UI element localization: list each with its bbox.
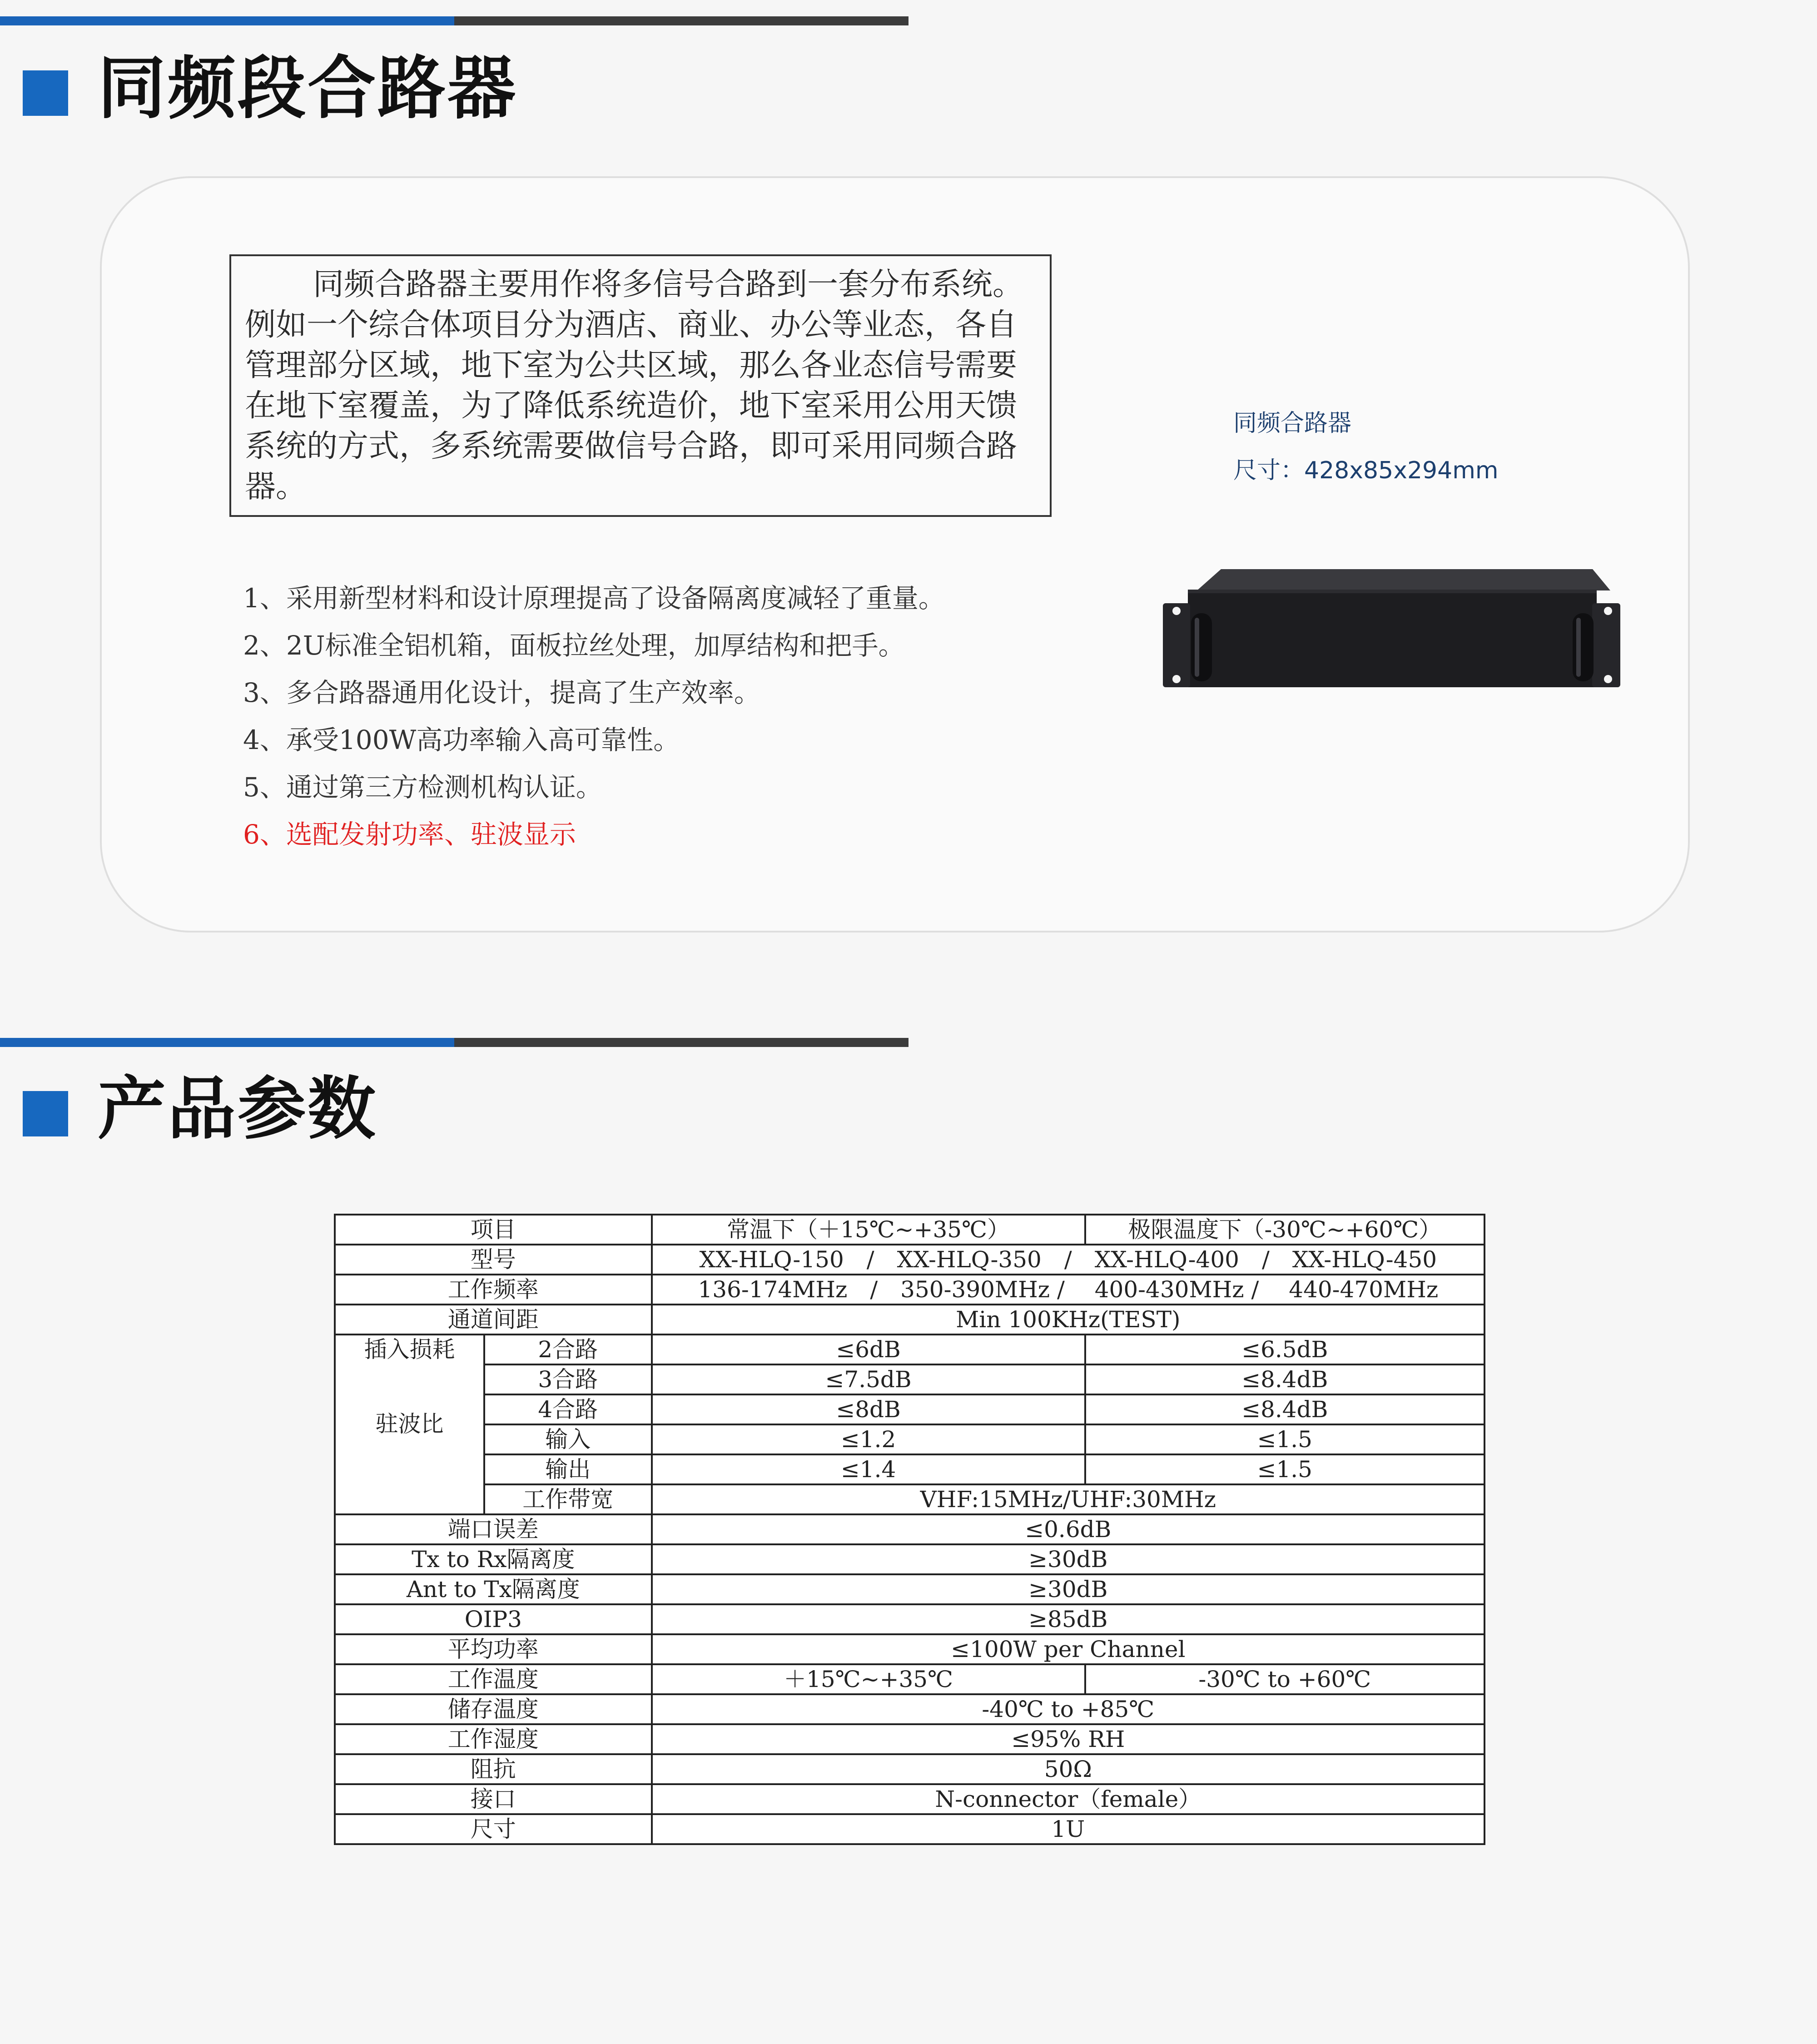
table-cell: ≤1.5 bbox=[1085, 1454, 1484, 1484]
table-cell: 3合路 bbox=[484, 1364, 652, 1394]
table-row bbox=[335, 1484, 1484, 1514]
table-cell: ≥30dB bbox=[652, 1544, 1484, 1574]
table-cell: 输出 bbox=[484, 1454, 652, 1484]
table-cell: OIP3 bbox=[335, 1604, 652, 1634]
feature-item: 3、多合路器通用化设计，提高了生产效率。 bbox=[243, 677, 760, 708]
section-title: 产品参数 bbox=[98, 1070, 378, 1149]
table-cell: ≤95% RH bbox=[652, 1724, 1484, 1754]
table-cell: 通道间距 bbox=[335, 1305, 652, 1335]
table-cell: 端口误差 bbox=[335, 1514, 652, 1544]
table-cell: 型号 bbox=[335, 1245, 652, 1275]
table-row bbox=[335, 1604, 1484, 1634]
product-caption bbox=[1233, 400, 1499, 494]
table-row bbox=[335, 1454, 1484, 1484]
table-row bbox=[335, 1305, 1484, 1335]
table-cell: -40℃ to +85℃ bbox=[652, 1694, 1484, 1724]
table-cell: 储存温度 bbox=[335, 1694, 652, 1724]
combiner-device-image bbox=[1163, 568, 1622, 690]
table-cell: 尺寸 bbox=[335, 1814, 652, 1844]
feature-item: 2、2U标准全铝机箱，面板拉丝处理，加厚结构和把手。 bbox=[243, 630, 905, 661]
section-marker-icon bbox=[23, 1091, 68, 1136]
table-row bbox=[335, 1784, 1484, 1814]
intro-text: 同频合路器主要用作将多信号合路到一套分布系统。例如一个综合体项目分为酒店、商业、办公等业态，各自管理部分区域，地下室为公共区域，那么各业态信号需要在地下室覆盖，为了降低系统造价，地下室采用公用天馈系统的方式，多系统需要做信号合路，即可采用同频合路器。 bbox=[245, 267, 1024, 505]
table-row bbox=[335, 1245, 1484, 1275]
table-cell: -30℃ to +60℃ bbox=[1085, 1664, 1484, 1694]
table-cell: ≤8.4dB bbox=[1085, 1364, 1484, 1394]
table-cell: ≤8.4dB bbox=[1085, 1394, 1484, 1424]
table-cell: VHF:15MHz/UHF:30MHz bbox=[652, 1484, 1484, 1514]
table-cell: Min 100KHz(TEST) bbox=[652, 1305, 1484, 1335]
section-title: 同频段合路器 bbox=[98, 49, 518, 128]
intro-box bbox=[229, 254, 1052, 517]
group-label-vswr: 驻波比 bbox=[375, 1411, 444, 1437]
table-cell: ≥85dB bbox=[652, 1604, 1484, 1634]
table-cell: N-connector（female） bbox=[652, 1784, 1484, 1814]
table-cell: ≤1.2 bbox=[652, 1424, 1085, 1454]
table-row bbox=[335, 1335, 1484, 1364]
parameter-table bbox=[334, 1214, 1485, 1845]
table-cell: 平均功率 bbox=[335, 1634, 652, 1664]
table-group-cell bbox=[335, 1335, 484, 1514]
table-cell: 输入 bbox=[484, 1424, 652, 1454]
product-name: 同频合路器 bbox=[1233, 410, 1352, 437]
table-cell: ≤100W per Channel bbox=[652, 1634, 1484, 1664]
table-cell: ≤7.5dB bbox=[652, 1364, 1085, 1394]
table-cell: ≥30dB bbox=[652, 1574, 1484, 1604]
feature-item-highlight: 6、选配发射功率、驻波显示 bbox=[243, 819, 576, 850]
table-row bbox=[335, 1694, 1484, 1724]
table-cell: 项目 bbox=[335, 1215, 652, 1245]
table-row bbox=[335, 1754, 1484, 1784]
table-cell: ≤6.5dB bbox=[1085, 1335, 1484, 1364]
section-marker-icon bbox=[23, 70, 68, 116]
table-cell: 极限温度下（-30℃~+60℃） bbox=[1085, 1215, 1484, 1245]
table-row bbox=[335, 1544, 1484, 1574]
product-size: 尺寸：428x85x294mm bbox=[1233, 457, 1499, 484]
feature-item: 4、承受100W高功率输入高可靠性。 bbox=[243, 724, 680, 755]
table-row bbox=[335, 1215, 1484, 1245]
table-row bbox=[335, 1424, 1484, 1454]
table-cell: ≤8dB bbox=[652, 1394, 1085, 1424]
feature-item: 5、通过第三方检测机构认证。 bbox=[243, 772, 602, 803]
table-cell: 阻抗 bbox=[335, 1754, 652, 1784]
table-cell: 2合路 bbox=[484, 1335, 652, 1364]
table-cell: ＋15℃~+35℃ bbox=[652, 1664, 1085, 1694]
table-cell: 工作湿度 bbox=[335, 1724, 652, 1754]
table-cell: 工作带宽 bbox=[484, 1484, 652, 1514]
feature-list bbox=[243, 575, 945, 858]
table-cell: 工作温度 bbox=[335, 1664, 652, 1694]
table-cell: 50Ω bbox=[652, 1754, 1484, 1784]
feature-item: 1、采用新型材料和设计原理提高了设备隔离度减轻了重量。 bbox=[243, 583, 945, 614]
table-row bbox=[335, 1364, 1484, 1394]
table-cell: ≤1.4 bbox=[652, 1454, 1085, 1484]
table-row bbox=[335, 1394, 1484, 1424]
table-row bbox=[335, 1724, 1484, 1754]
table-cell: ≤0.6dB bbox=[652, 1514, 1484, 1544]
table-cell: 接口 bbox=[335, 1784, 652, 1814]
table-cell: 常温下（＋15℃~+35℃） bbox=[652, 1215, 1085, 1245]
table-cell: XX-HLQ-150 / XX-HLQ-350 / XX-HLQ-400 / XX-HLQ-450 bbox=[652, 1245, 1484, 1275]
table-cell: Tx to Rx隔离度 bbox=[335, 1544, 652, 1574]
group-label-insertion-loss: 插入损耗 bbox=[364, 1336, 455, 1363]
table-cell: 136-174MHz / 350-390MHz / 400-430MHz / 440-470MHz bbox=[652, 1275, 1484, 1305]
table-cell: 1U bbox=[652, 1814, 1484, 1844]
table-row bbox=[335, 1814, 1484, 1844]
table-row bbox=[335, 1634, 1484, 1664]
table-cell: 工作频率 bbox=[335, 1275, 652, 1305]
table-cell: ≤6dB bbox=[652, 1335, 1085, 1364]
table-cell: 4合路 bbox=[484, 1394, 652, 1424]
table-row bbox=[335, 1574, 1484, 1604]
table-row bbox=[335, 1514, 1484, 1544]
table-row bbox=[335, 1664, 1484, 1694]
section-divider-1 bbox=[0, 16, 908, 25]
table-cell: ≤1.5 bbox=[1085, 1424, 1484, 1454]
table-row bbox=[335, 1275, 1484, 1305]
section-divider-2 bbox=[0, 1038, 908, 1047]
table-cell: Ant to Tx隔离度 bbox=[335, 1574, 652, 1604]
